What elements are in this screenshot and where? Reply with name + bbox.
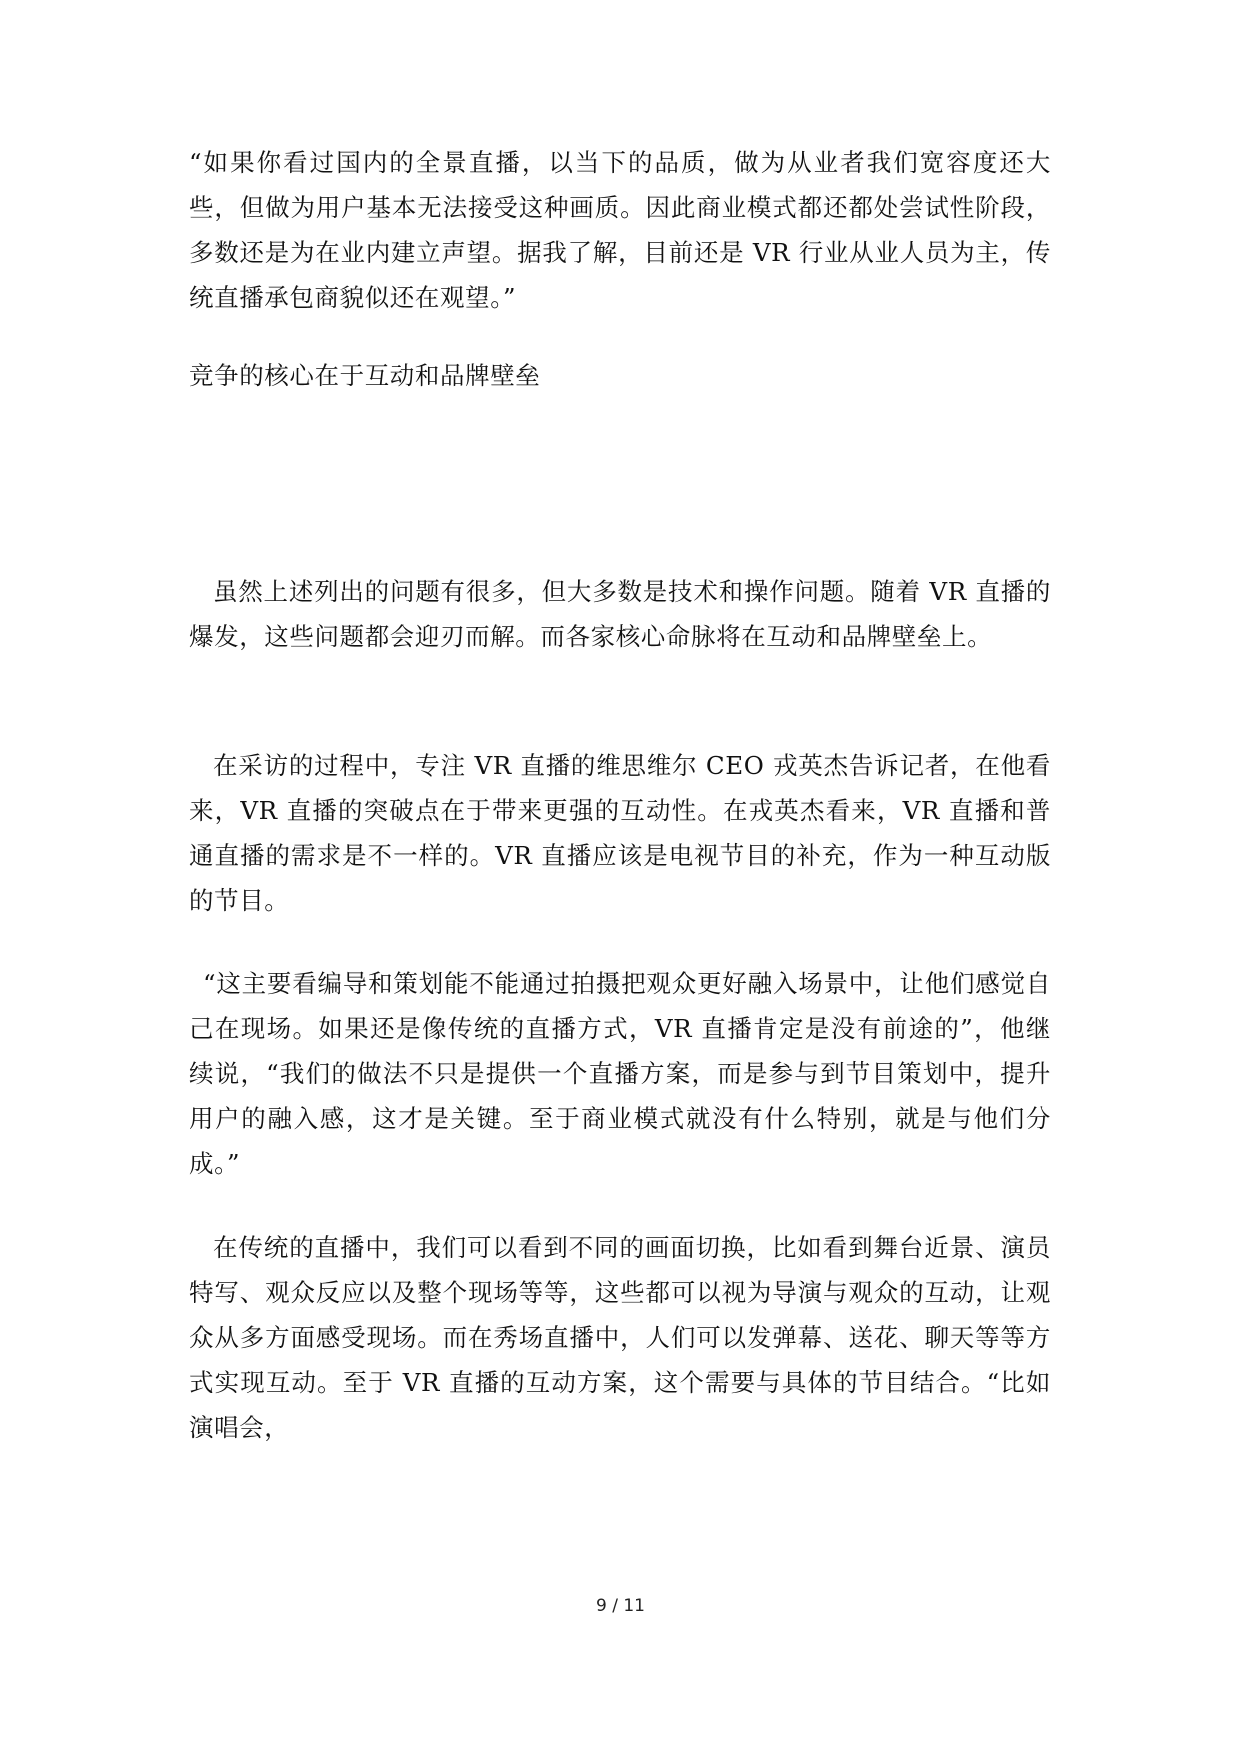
paragraph-traditional-broadcast: 在传统的直播中，我们可以看到不同的画面切换，比如看到舞台近景、演员特写、观众反应以及整个现场等等，这些都可以视为导演与观众的互动，让观众从多方面感受现场。而在秀场直播中，人们可以发弹幕、送花、聊天等等方式实现互动。至于 VR 直播的互动方案，这个需要与具体的节目结合。“比如演唱会， [189, 1233, 1051, 1442]
paragraph-quote-director: “这主要看编导和策划能不能通过拍摄把观众更好融入场景中，让他们感觉自己在现场。如果还是像传统的直播方式，VR 直播肯定是没有前途的”，他继续说，“我们的做法不只是提供一个直播方案，而是参与到节目策划中，提升用户的融入感，这才是关键。至于商业模式就没有什么特别，就是与他们分成。” [189, 969, 1051, 1178]
paragraph-issues: 虽然上述列出的问题有很多，但大多数是技术和操作问题。随着 VR 直播的爆发，这些问题都会迎刃而解。而各家核心命脉将在互动和品牌壁垒上。 [189, 577, 1051, 651]
paragraph-quote-panorama: “如果你看过国内的全景直播，以当下的品质，做为从业者我们宽容度还大些，但做为用户基本无法接受这种画质。因此商业模式都还都处尝试性阶段，多数还是为在业内建立声望。据我了解，目前还是 VR 行业从业人员为主，传统直播承包商貌似还在观望。” [189, 148, 1051, 312]
section-heading: 竞争的核心在于互动和品牌壁垒 [189, 361, 541, 390]
page-number: 9 / 11 [596, 1596, 645, 1616]
paragraph-interview: 在采访的过程中，专注 VR 直播的维思维尔 CEO 戎英杰告诉记者，在他看来，VR 直播的突破点在于带来更强的互动性。在戎英杰看来，VR 直播和普通直播的需求是不一样的。VR 直播应该是电视节目的补充，作为一种互动版的节目。 [189, 751, 1051, 915]
